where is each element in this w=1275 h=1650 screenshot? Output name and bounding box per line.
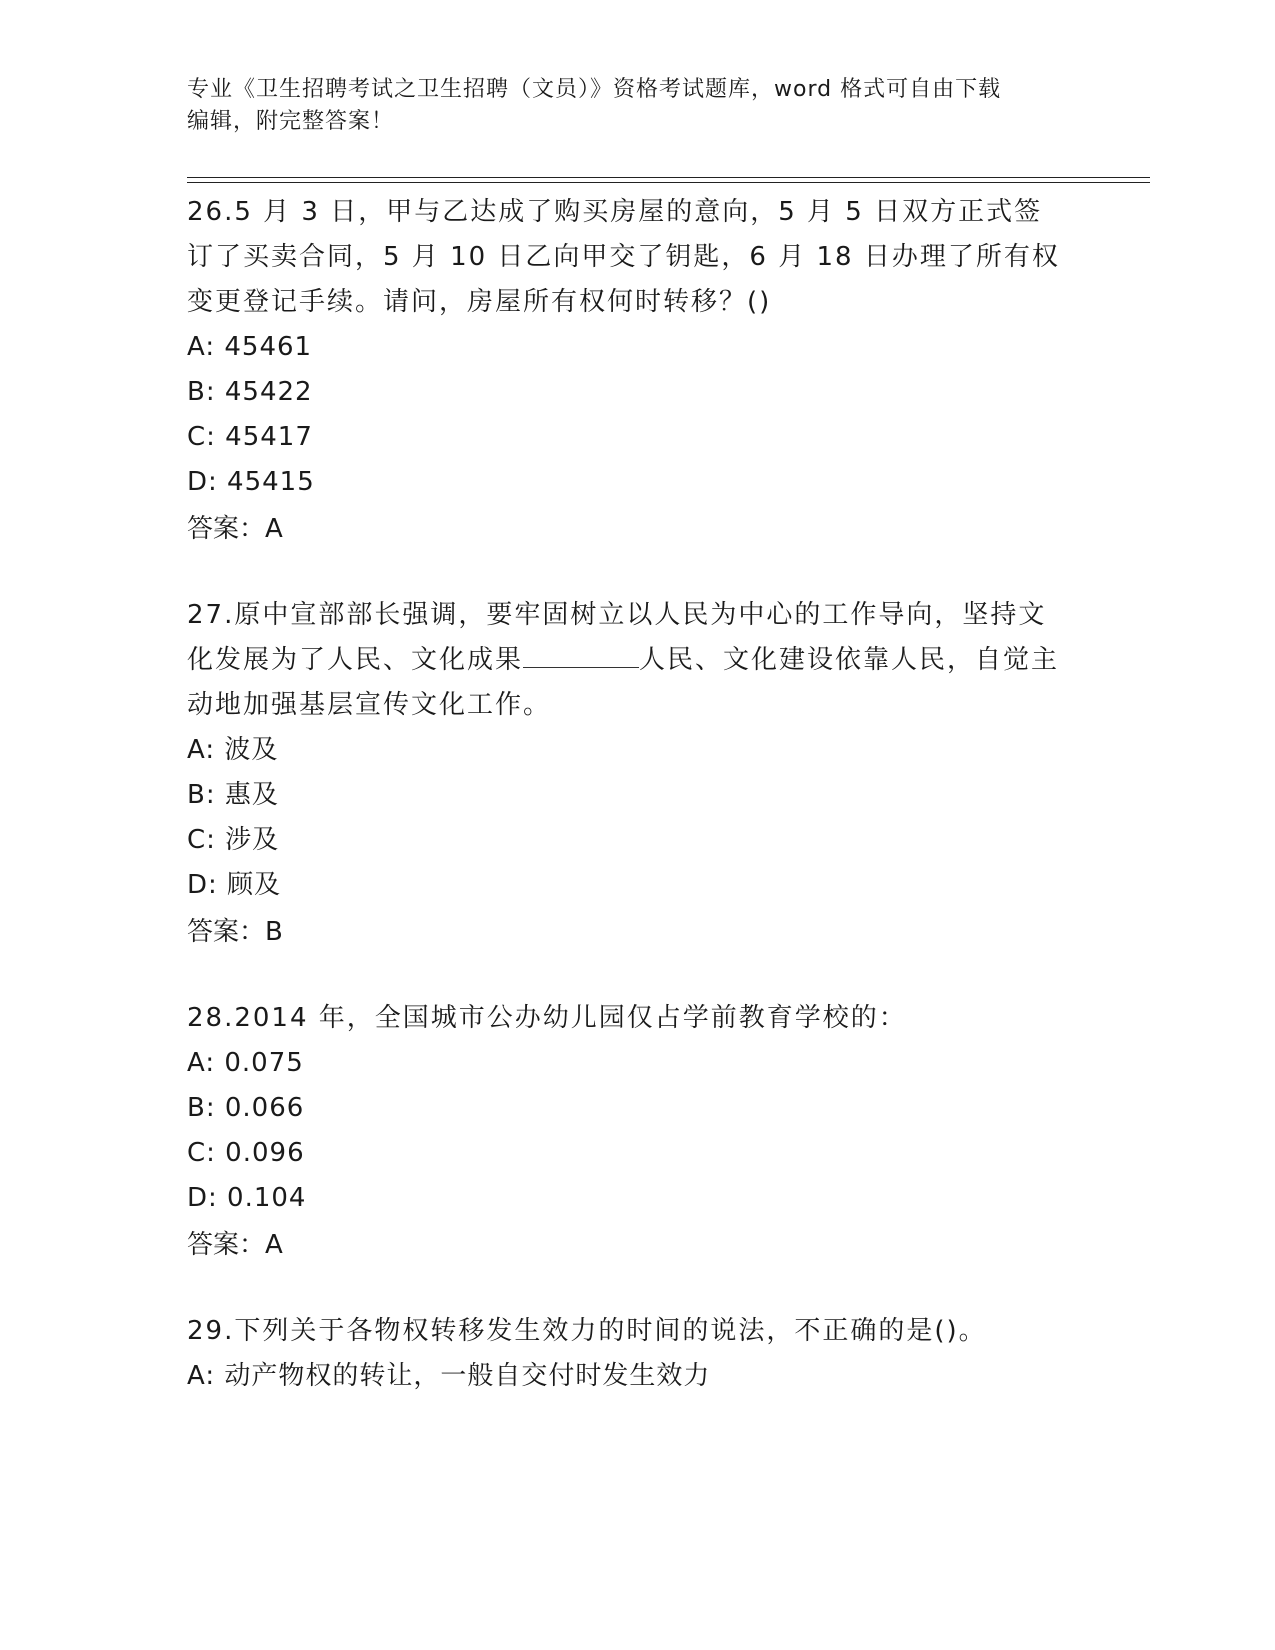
option-d: D: 顾及	[187, 870, 282, 900]
option-c: C: 45417	[187, 422, 313, 452]
question-text: 26.5 月 3 日，甲与乙达成了购买房屋的意向，5 月 5 日双方正式签订了买卖合同，5 月 10 日乙向甲交了钥匙，6 月 18 日办理了所有权变更登记手续。请问，房屋所有权何时转移？()	[187, 197, 1060, 317]
question-text-after-blank: 人民、文化建设依靠人民，自觉主动地加强基层宣传文化工作。	[187, 645, 1060, 720]
option-c: C: 涉及	[187, 825, 280, 855]
document-header	[187, 74, 1067, 138]
answer: 答案：A	[187, 1230, 283, 1260]
option-d: D: 45415	[187, 467, 315, 497]
question-text-before-blank: 27.原中宣部部长强调，要牢固树立以人民为中心的工作导向，坚持文化发展为了人民、文化成果	[187, 600, 1047, 675]
option-a: A: 45461	[187, 332, 313, 362]
option-a: A: 动产物权的转让，一般自交付时发生效力	[187, 1361, 711, 1391]
answer: 答案：A	[187, 514, 283, 544]
fill-blank	[523, 641, 639, 668]
question-26	[187, 190, 1067, 553]
option-d: D: 0.104	[187, 1183, 307, 1213]
header-line-1: 专业《卫生招聘考试之卫生招聘（文员）》资格考试题库，word 格式可自由下载	[187, 77, 1002, 102]
question-list	[187, 190, 1067, 1439]
question-28	[187, 996, 1067, 1269]
option-a: A: 0.075	[187, 1048, 304, 1078]
header-rule-bottom	[187, 182, 1150, 183]
option-b: B: 0.066	[187, 1093, 305, 1123]
question-text: 29.下列关于各物权转移发生效力的时间的说法，不正确的是()。	[187, 1316, 987, 1346]
header-rule-top	[187, 177, 1150, 178]
question-29	[187, 1309, 1067, 1399]
question-text: 28.2014 年，全国城市公办幼儿园仅占学前教育学校的：	[187, 1003, 907, 1033]
option-a: A: 波及	[187, 735, 279, 765]
option-b: B: 45422	[187, 377, 313, 407]
header-line-2: 编辑，附完整答案！	[187, 109, 395, 134]
option-b: B: 惠及	[187, 780, 279, 810]
option-c: C: 0.096	[187, 1138, 305, 1168]
answer: 答案：B	[187, 917, 283, 947]
question-text	[187, 593, 1067, 728]
question-27	[187, 593, 1067, 956]
